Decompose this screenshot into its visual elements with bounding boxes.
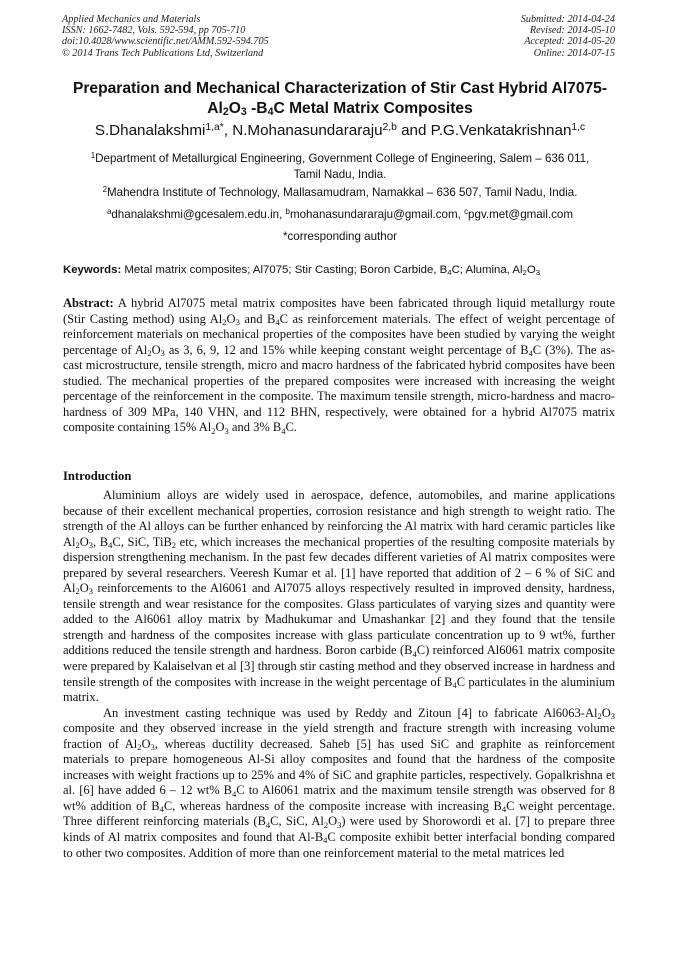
abstract-label: Abstract: (63, 296, 114, 310)
submitted-date: Submitted: 2014-04-24 (520, 14, 615, 25)
accepted-date: Accepted: 2014-05-20 (524, 36, 615, 48)
issn-line: ISSN: 1662-7482, Vols. 592-594, pp 705-710 (62, 25, 246, 37)
affiliation-2: $^2$Mahendra Institute of Technology, Mallasamudram, Namakkal – 636 507, Tamil Nadu, India. (102, 185, 578, 199)
revised-date: Revised: 2014-05-10 (529, 25, 615, 37)
keywords-label: Keywords: (63, 264, 122, 276)
affiliation-1: $^1$Department of Metallurgical Engineering, Government College of Engineering, Salem – 636 011, Tamil Nadu, India. (90, 151, 590, 181)
online-date: Online: 2014-07-15 (533, 47, 615, 59)
journal-name: Applied Mechanics and Materials (62, 14, 201, 25)
introduction-heading: Introduction (63, 469, 132, 483)
corresponding-author-note: *corresponding author (282, 230, 398, 243)
intro-paragraph-1: Aluminium alloys are widely used in aerospace, defence, automobiles, and marine applications because of their excellent mechanical properties, corrosion resistance and high strength to weight ratio. The strength of the Al alloys can be further enhanced by reinforcing the Al matrix with hard ceramic particles like $Al_2O_3$, $B_4C$, SiC, TiB$_2$ etc, which increases the mechanical properties of the resulting composite materials by dispersion strengthening mechanism. In the past few decades different varieties of Al matrix composites were prepared by several researchers. Veeresh Kumar et al. [1] have reported that addition of 2 – 6 % of SiC and $Al_2O_3$ reinforcements to the Al6061 and Al7075 alloys respectively resulted in improved density, hardness, tensile strength and wear resistance for the composites. Glass particulates of varying sizes and quantity were added to the Al6061 alloy matrix by Madhukumar and Umashankar [2] and they found that the tensile strength and hardness of the composites increase with glass particulate concentration up to 9 wt%, further additions reduced the tensile strength and hardness. Boron carbide $(B_4C)$ reinforced Al6061 matrix composite were prepared by Kalaiselvan et al [3] through stir casting method and they observed increase in hardness and tensile strength of the composites with increase in the weight percentage of $B_4C$ particulates in the aluminium matrix. (63, 488, 615, 705)
abstract-paragraph (63, 296, 615, 436)
paper-title: Preparation and Mechanical Characterization of Stir Cast Hybrid Al7075- $Al_2O_3$ $-B_4C$ Metal Matrix Composites (72, 80, 608, 119)
keywords-content: Metal matrix composites; Al7075; Stir Casting; Boron Carbide, $B_4C$; Alumina, $Al_2O_3$ (121, 264, 541, 277)
author-list: S.Dhanalakshmi$^{1,a*}$, N.Mohanasundararaju$^{2,b}$ and P.G.Venkatakrishnan$^{1,c}$ (94, 121, 586, 139)
introduction-body (63, 488, 615, 861)
abstract-content: A hybrid Al7075 metal matrix composites have been fabricated through liquid metallurgy route (Stir Casting method) using $Al_2O_3$ and $B_4C$ as reinforcement materials. The effect of weight percentage of reinforcement materials on mechanical properties of the composites have been studied by varying the weight percentage of $Al_2O_3$ as 3, 6, 9, 12 and 15% while keeping constant weight percentage of $B_4C$ (3%). The as-cast microstructure, tensile strength, micro and macro hardness of the fabricated hybrid composites have been studied. The mechanical properties of the prepared composites were increased with increasing the weight percentage of the reinforcement in the composite. The maximum tensile strength, micro-hardness and macro-hardness of 309 MPa, 140 VHN, and 112 BHN, respectively, were obtained for a hybrid Al7075 matrix composite containing 15% $Al_2O_3$ and 3% $B_4C$. (63, 296, 615, 436)
dates-header (521, 14, 615, 59)
keywords-line (63, 263, 623, 278)
doi-line[interactable]: doi:10.4028/www.scientific.net/AMM.592-594.705 (62, 36, 269, 48)
copyright-line: © 2014 Trans Tech Publications Ltd, Switzerland (62, 47, 264, 59)
intro-paragraph-2: An investment casting technique was used by Reddy and Zitoun [4] to fabricate $Al6063-Al_2O_3$ composite and they observed increase in the yield strength and fracture strength with increasing volume fraction of $Al_2O_3$, whereas ductility decreased. Saheb [5] has used SiC and graphite as reinforcement materials to prepare homogeneous Al-Si alloy composites and found that the hardness of the composite increases with weight fractions up to 25% and 4% of SiC and graphite particles, respectively. Gopalkrishna et al. [6] have added 6 – 12 wt% $B_4C$ to Al6061 matrix and the maximum tensile strength was observed for 8 wt% addition of $B_4C$, whereas hardness of the composite increase with increasing $B_4C$ weight percentage. Three different reinforcing materials ($B_4C$, SiC, $Al_2O_3$) were used by Shorowordi et al. [7] to prepare three kinds of Al matrix composites and found that $Al-B_4C$ composite exhibit better interfacial bonding compared to other two composites. Addition of more than one reinforcement material to the metal matrices led (63, 705, 616, 860)
journal-info-header (62, 14, 269, 59)
author-emails[interactable]: $^a$dhanalakshmi@gcesalem.edu.in, $^b$mohanasundararaju@gmail.com, $^c$pgv.met@gmail.com (106, 207, 574, 221)
